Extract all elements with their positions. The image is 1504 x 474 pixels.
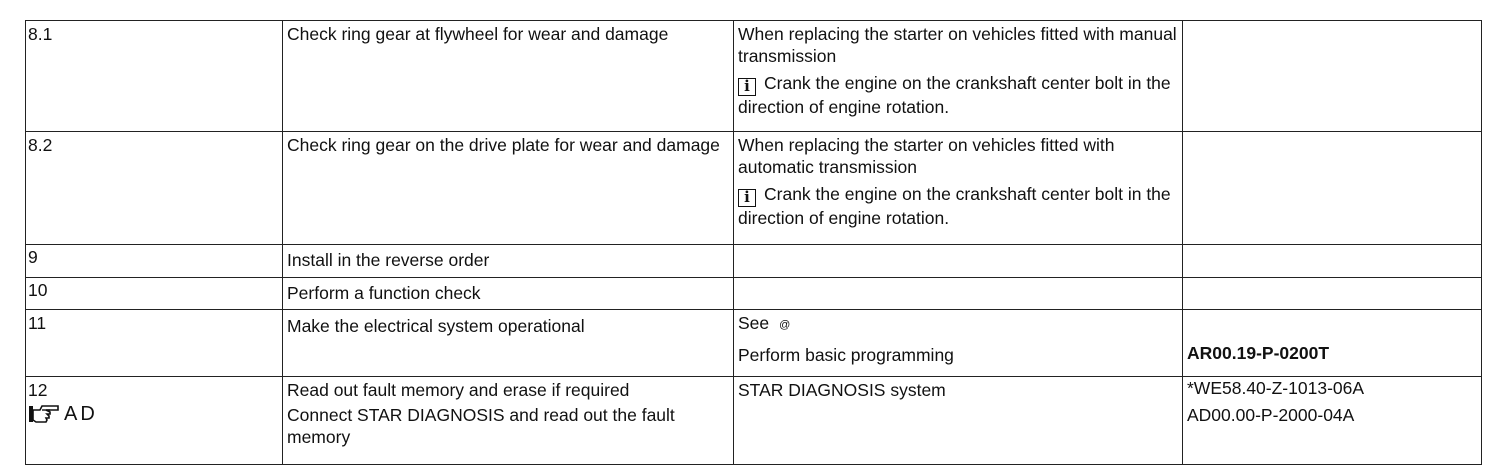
info-icon: i xyxy=(738,189,756,207)
step-condition: When replacing the starter on vehicles fitted with automatic transmission i Crank the engine on the crankshaft center bolt in the direction of engine rotation. xyxy=(734,132,1183,245)
step-action: Make the electrical system operational xyxy=(283,310,734,377)
step-number: 8.2 xyxy=(26,132,283,245)
step-reference xyxy=(1183,310,1482,377)
table-row xyxy=(26,310,1482,377)
ad-label: AD xyxy=(64,403,98,425)
step-condition xyxy=(734,245,1183,278)
step-condition: STAR DIAGNOSIS system xyxy=(734,377,1183,465)
step-reference xyxy=(1183,278,1482,310)
reference-icon[interactable]: @ xyxy=(779,319,791,331)
reference-link[interactable]: AR00.19-P-0200T xyxy=(1187,343,1330,363)
step-condition: When replacing the starter on vehicles fitted with manual transmission i Crank the engine on the crankshaft center bolt in the direction of engine rotation. xyxy=(734,21,1183,132)
step-number: 10 xyxy=(26,278,283,310)
info-note: i Crank the engine on the crankshaft center bolt in the direction of engine rotation. xyxy=(738,73,1171,117)
step-reference xyxy=(1183,245,1482,278)
step-reference xyxy=(1183,21,1482,132)
see-label: See xyxy=(738,313,770,333)
see-detail: Perform basic programming xyxy=(738,345,954,365)
step-number: 12 AD xyxy=(26,377,283,465)
step-reference xyxy=(1183,377,1482,465)
ad-marker xyxy=(28,403,282,425)
table-row xyxy=(26,132,1482,245)
step-number: 9 xyxy=(26,245,283,278)
reference-link[interactable]: AD00.00-P-2000-04A xyxy=(1187,405,1355,425)
reference-link[interactable]: *WE58.40-Z-1013-06A xyxy=(1187,378,1365,398)
step-action: Check ring gear at flywheel for wear and damage xyxy=(283,21,734,132)
step-condition xyxy=(734,310,1183,377)
step-action: Install in the reverse order xyxy=(283,245,734,278)
table-row xyxy=(26,21,1482,132)
step-condition xyxy=(734,278,1183,310)
step-action: Perform a function check xyxy=(283,278,734,310)
step-action: Read out fault memory and erase if required Connect STAR DIAGNOSIS and read out the fault memory xyxy=(283,377,734,465)
step-action: Check ring gear on the drive plate for wear and damage xyxy=(283,132,734,245)
table-row xyxy=(26,377,1482,465)
step-number: 11 xyxy=(26,310,283,377)
work-steps-table xyxy=(25,20,1482,465)
info-note: i Crank the engine on the crankshaft center bolt in the direction of engine rotation. xyxy=(738,184,1171,228)
table-row xyxy=(26,245,1482,278)
step-number: 8.1 xyxy=(26,21,283,132)
step-reference xyxy=(1183,132,1482,245)
info-icon: i xyxy=(738,78,756,96)
pointing-hand-icon xyxy=(28,404,60,424)
table-row xyxy=(26,278,1482,310)
